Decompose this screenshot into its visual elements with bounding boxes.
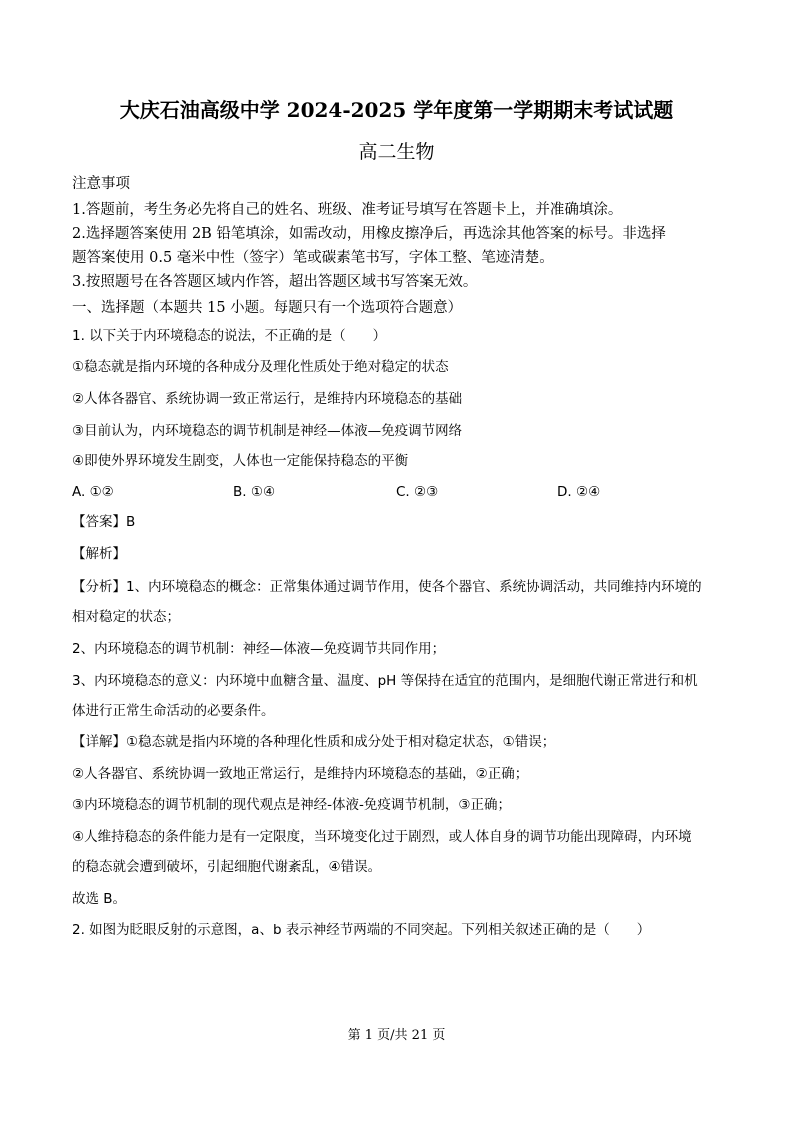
q1-analysis-line: ②人各器官、系统协调一致地正常运行，是维持内环境稳态的基础，②正确； (72, 766, 529, 782)
q1-answer: 【答案】B (72, 514, 136, 530)
q1-option-c: C. ②③ (396, 484, 439, 500)
q1-statement-4: ④即使外界环境发生剧变，人体也一定能保持稳态的平衡 (72, 453, 409, 469)
q1-option-b: B. ①④ (233, 484, 276, 500)
notice-item-2: 2.选择题答案使用 2B 铅笔填涂，如需改动，用橡皮擦净后，再选涂其他答案的标号。非选择 (72, 226, 666, 242)
section-title: 一、选择题（本题共 15 小题。每题只有一个选项符合题意） (72, 300, 463, 316)
notice-item-3: 3.按照题号在各答题区域内作答，超出答题区域书写答案无效。 (72, 274, 478, 290)
q1-stem: 1. 以下关于内环境稳态的说法，不正确的是（ ） (72, 328, 387, 344)
q1-analysis-line: 体进行正常生命活动的必要条件。 (72, 703, 275, 719)
exam-subtitle: 高二生物 (358, 141, 435, 163)
q1-analysis-line: 3、内环境稳态的意义：内环境中血糖含量、温度、pH 等保持在适宜的范围内，是细胞代谢正常进行和机 (72, 673, 698, 689)
q1-option-d: D. ②④ (557, 484, 601, 500)
q1-statement-3: ③目前认为，内环境稳态的调节机制是神经—体液—免疫调节网络 (72, 423, 463, 439)
page-footer: 第 1 页/共 21 页 (347, 1028, 446, 1043)
q1-statement-1: ①稳态就是指内环境的各种成分及理化性质处于绝对稳定的状态 (72, 359, 449, 375)
q1-analysis-line: ③内环境稳态的调节机制的现代观点是神经-体液-免疫调节机制，③正确； (72, 797, 511, 813)
q1-analysis-line: ④人维持稳态的条件能力是有一定限度，当环境变化过于剧烈，或人体自身的调节功能出现障碍，内环境 (72, 829, 692, 845)
q1-analysis-line: 故选 B。 (72, 891, 127, 907)
q1-analysis-line: 2、内环境稳态的调节机制：神经—体液—免疫调节共同作用； (72, 641, 446, 657)
notice-heading: 注意事项 (72, 176, 130, 192)
q1-analysis-line: 相对稳定的状态； (72, 609, 180, 625)
q1-analysis-line: 【分析】1、内环境稳态的概念：正常集体通过调节作用，使各个器官、系统协调活动，共同维持内环境的 (72, 579, 702, 595)
q1-analysis-line: 的稳态就会遭到破坏，引起细胞代谢紊乱，④错误。 (72, 859, 382, 875)
q1-statement-2: ②人体各器官、系统协调一致正常运行，是维持内环境稳态的基础 (72, 391, 463, 407)
q2-stem: 2. 如图为眨眼反射的示意图，a、b 表示神经节两端的不同突起。下列相关叙述正确的是（ ） (72, 922, 651, 938)
notice-item-2-cont: 题答案使用 0.5 毫米中性（签字）笔或碳素笔书写，字体工整、笔迹清楚。 (72, 250, 554, 266)
q1-option-a: A. ①② (72, 484, 114, 500)
notice-item-1: 1.答题前，考生务必先将自己的姓名、班级、准考证号填写在答题卡上，并准确填涂。 (72, 202, 623, 218)
q1-analysis-line: 【详解】①稳态就是指内环境的各种理化性质和成分处于相对稳定状态，①错误； (72, 734, 556, 750)
q1-analysis-label: 【解析】 (72, 546, 126, 562)
exam-title: 大庆石油高级中学 2024-2025 学年度第一学期期末考试试题 (119, 98, 674, 122)
